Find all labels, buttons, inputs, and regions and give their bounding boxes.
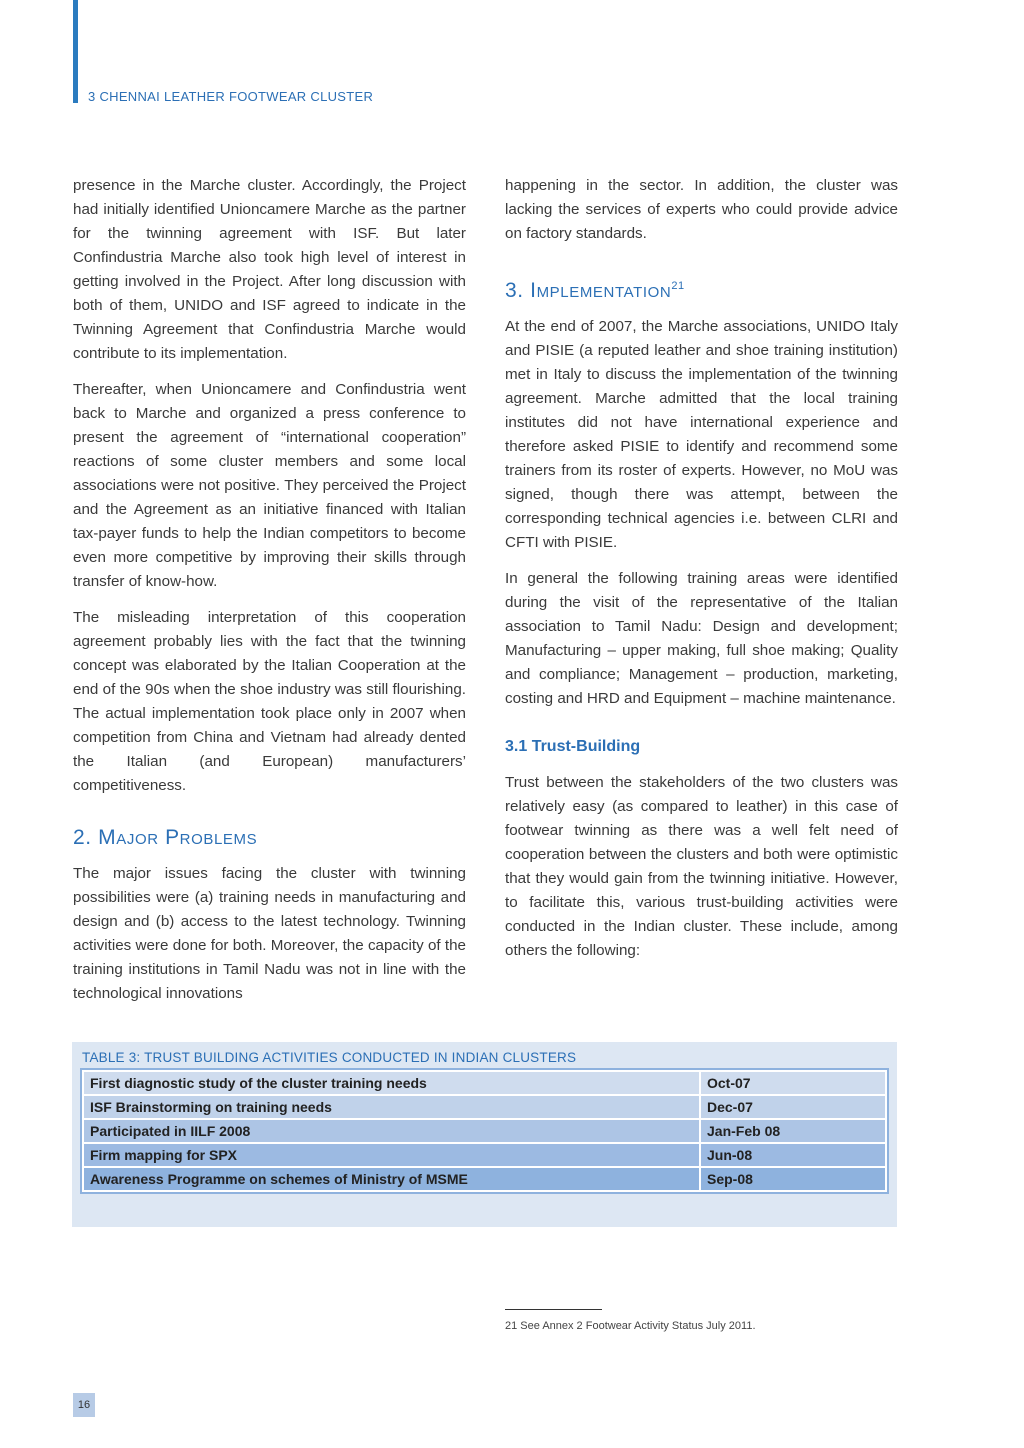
paragraph: The misleading interpretation of this cooperation agreement probably lies with the fact that the twinning concept was elaborated by the Italian Cooperation at the end of the 90s when the shoe industry was still flourishing. The actual implementation took place only in 2007 when competition from China and Vietnam had already dented the Italian (and European) manufacturers’ competitiveness. (73, 609, 466, 794)
paragraph: In general the following training areas were identified during the visit of the representative of the Italian association to Tamil Nadu: Design and development; Manufacturing – upper making, full shoe making; Quality and compliance; Management – production, marketing, costing and HRD and Equipment – machine maintenance. (505, 570, 898, 707)
table-cell-date: Jun-08 (700, 1143, 886, 1167)
footnote: 21 See Annex 2 Footwear Activity Status July 2011. (505, 1320, 756, 1332)
section-heading-major-problems: 2. Major Problems (73, 826, 258, 849)
heading-text: 3. Implementation (505, 279, 672, 302)
table-cell-activity: Participated in IILF 2008 (83, 1119, 700, 1143)
table-title: TABLE 3: TRUST BUILDING ACTIVITIES CONDUCTED IN INDIAN CLUSTERS (82, 1050, 577, 1065)
right-column (505, 174, 898, 975)
table-cell-date: Jan-Feb 08 (700, 1119, 886, 1143)
table-cell-activity: Awareness Programme on schemes of Ministry of MSME (83, 1167, 700, 1191)
table-row (83, 1095, 886, 1119)
section-heading-implementation (505, 274, 898, 303)
footnote-divider (505, 1309, 602, 1310)
subsection-heading-trust-building: 3.1 Trust-Building (505, 738, 641, 755)
table-cell-date: Oct-07 (700, 1071, 886, 1095)
table-cell-activity: First diagnostic study of the cluster training needs (83, 1071, 700, 1095)
paragraph: Thereafter, when Unioncamere and Confindustria went back to Marche and organized a press conference to present the agreement of “international cooperation” reactions of some cluster members and some local associations were not positive. They perceived the Project and the Agreement as an initiative financed with Italian tax-payer funds to help the Indian competitors to become even more competitive by improving their skills through transfer of know-how. (73, 381, 466, 590)
table-row (83, 1143, 886, 1167)
table-row (83, 1167, 886, 1191)
paragraph: presence in the Marche cluster. Accordingly, the Project had initially identified Unioncamere Marche as the partner for the twinning agreement with ISF. But later Confindustria Marche also took high level of interest in getting involved in the Project. After long discussion with both of them, UNIDO and ISF agreed to indicate in the Twinning Agreement that Confindustria Marche would contribute to its implementation. (73, 177, 466, 362)
header-accent-bar (73, 0, 78, 103)
left-column (73, 174, 466, 1018)
paragraph: At the end of 2007, the Marche associations, UNIDO Italy and PISIE (a reputed leather and shoe training institution) met in Italy to discuss the implementation of the twinning agreement. Marche admitted that the local training institutes did not have international experience and therefore asked PISIE to identify and recommend some trainers from its roster of experts. However, no MoU was signed, though there was attempt, between the corresponding technical agencies i.e. between CLRI and CFTI with PISIE. (505, 318, 898, 551)
table-row (83, 1119, 886, 1143)
footnote-ref[interactable]: 21 (671, 280, 685, 292)
table-cell-activity: ISF Brainstorming on training needs (83, 1095, 700, 1119)
table-cell-date: Sep-08 (700, 1167, 886, 1191)
table-cell-activity: Firm mapping for SPX (83, 1143, 700, 1167)
paragraph: happening in the sector. In addition, the cluster was lacking the services of experts who could provide advice on factory standards. (505, 177, 898, 242)
page-number: 16 (73, 1393, 95, 1417)
table-cell-date: Dec-07 (700, 1095, 886, 1119)
table-row (83, 1071, 886, 1095)
paragraph: The major issues facing the cluster with twinning possibilities were (a) training needs in manufacturing and design and (b) access to the latest technology. Twinning activities were done for both. Moreover, the capacity of the training institutions in Tamil Nadu was not in line with the technological innovations (73, 865, 466, 1002)
trust-building-table (82, 1070, 887, 1192)
running-header: 3 CHENNAI LEATHER FOOTWEAR CLUSTER (88, 89, 374, 104)
paragraph: Trust between the stakeholders of the two clusters was relatively easy (as compared to leather) in this case of footwear twinning as there was a well felt need of cooperation between the clusters and both were optimistic that they would gain from the twinning initiative. However, to facilitate this, various trust-building activities were conducted in the Indian cluster. These include, among others the following: (505, 774, 898, 959)
table-panel (72, 1042, 897, 1227)
